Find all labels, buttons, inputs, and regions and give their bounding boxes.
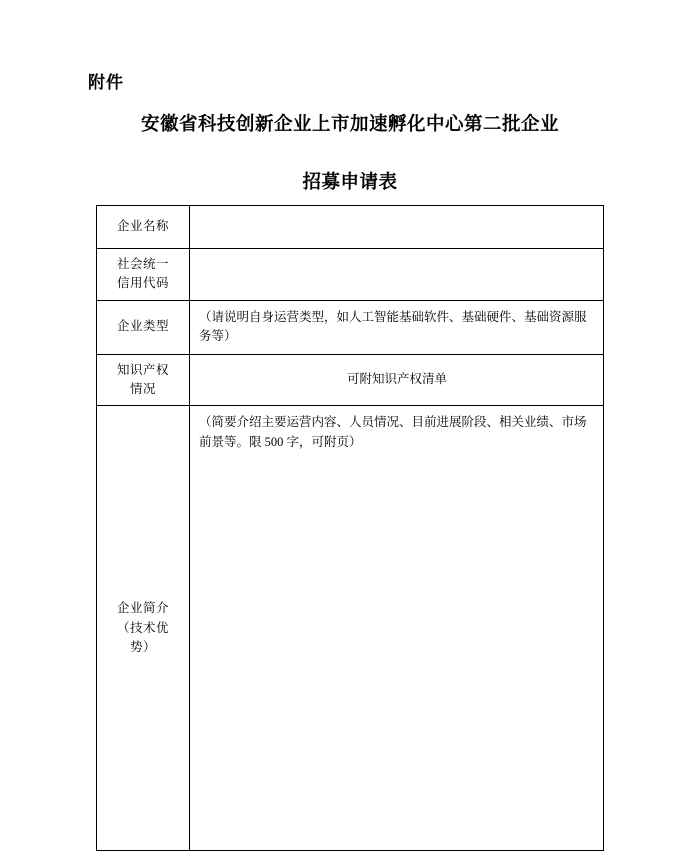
label-text: 社会统一信用代码 bbox=[116, 257, 169, 291]
row-label-ip-status bbox=[97, 354, 190, 406]
row-label-company-intro bbox=[97, 406, 190, 851]
row-value-company-intro[interactable]: （简要介绍主要运营内容、人员情况、目前进展阶段、相关业绩、市场前景等。限 500 字，可附页） bbox=[190, 406, 604, 851]
row-value-ip-status[interactable]: 可附知识产权清单 bbox=[190, 354, 604, 406]
row-label-company-name bbox=[97, 206, 190, 249]
row-value-credit-code[interactable] bbox=[190, 249, 604, 301]
row-value-company-type[interactable]: （请说明自身运营类型，如人工智能基础软件、基础硬件、基础资源服务等） bbox=[190, 300, 604, 354]
application-form-table bbox=[96, 205, 604, 851]
row-label-credit-code bbox=[97, 249, 190, 301]
table-row bbox=[97, 300, 604, 354]
row-label-company-type bbox=[97, 300, 190, 354]
table-row bbox=[97, 206, 604, 249]
label-text: 企业类型 bbox=[116, 319, 169, 334]
label-text: 企业名称 bbox=[116, 219, 169, 234]
attachment-label: 附件 bbox=[88, 73, 124, 92]
label-text: 企业简介（技术优势） bbox=[116, 601, 169, 654]
table-row bbox=[97, 406, 604, 851]
document-title-line-2: 招募申请表 bbox=[302, 173, 398, 193]
table-row bbox=[97, 354, 604, 406]
document-title-line-1: 安徽省科技创新企业上市加速孵化中心第二批企业 bbox=[140, 115, 559, 135]
table-row bbox=[97, 249, 604, 301]
label-text: 知识产权情况 bbox=[116, 362, 169, 396]
row-value-company-name[interactable] bbox=[190, 206, 604, 249]
